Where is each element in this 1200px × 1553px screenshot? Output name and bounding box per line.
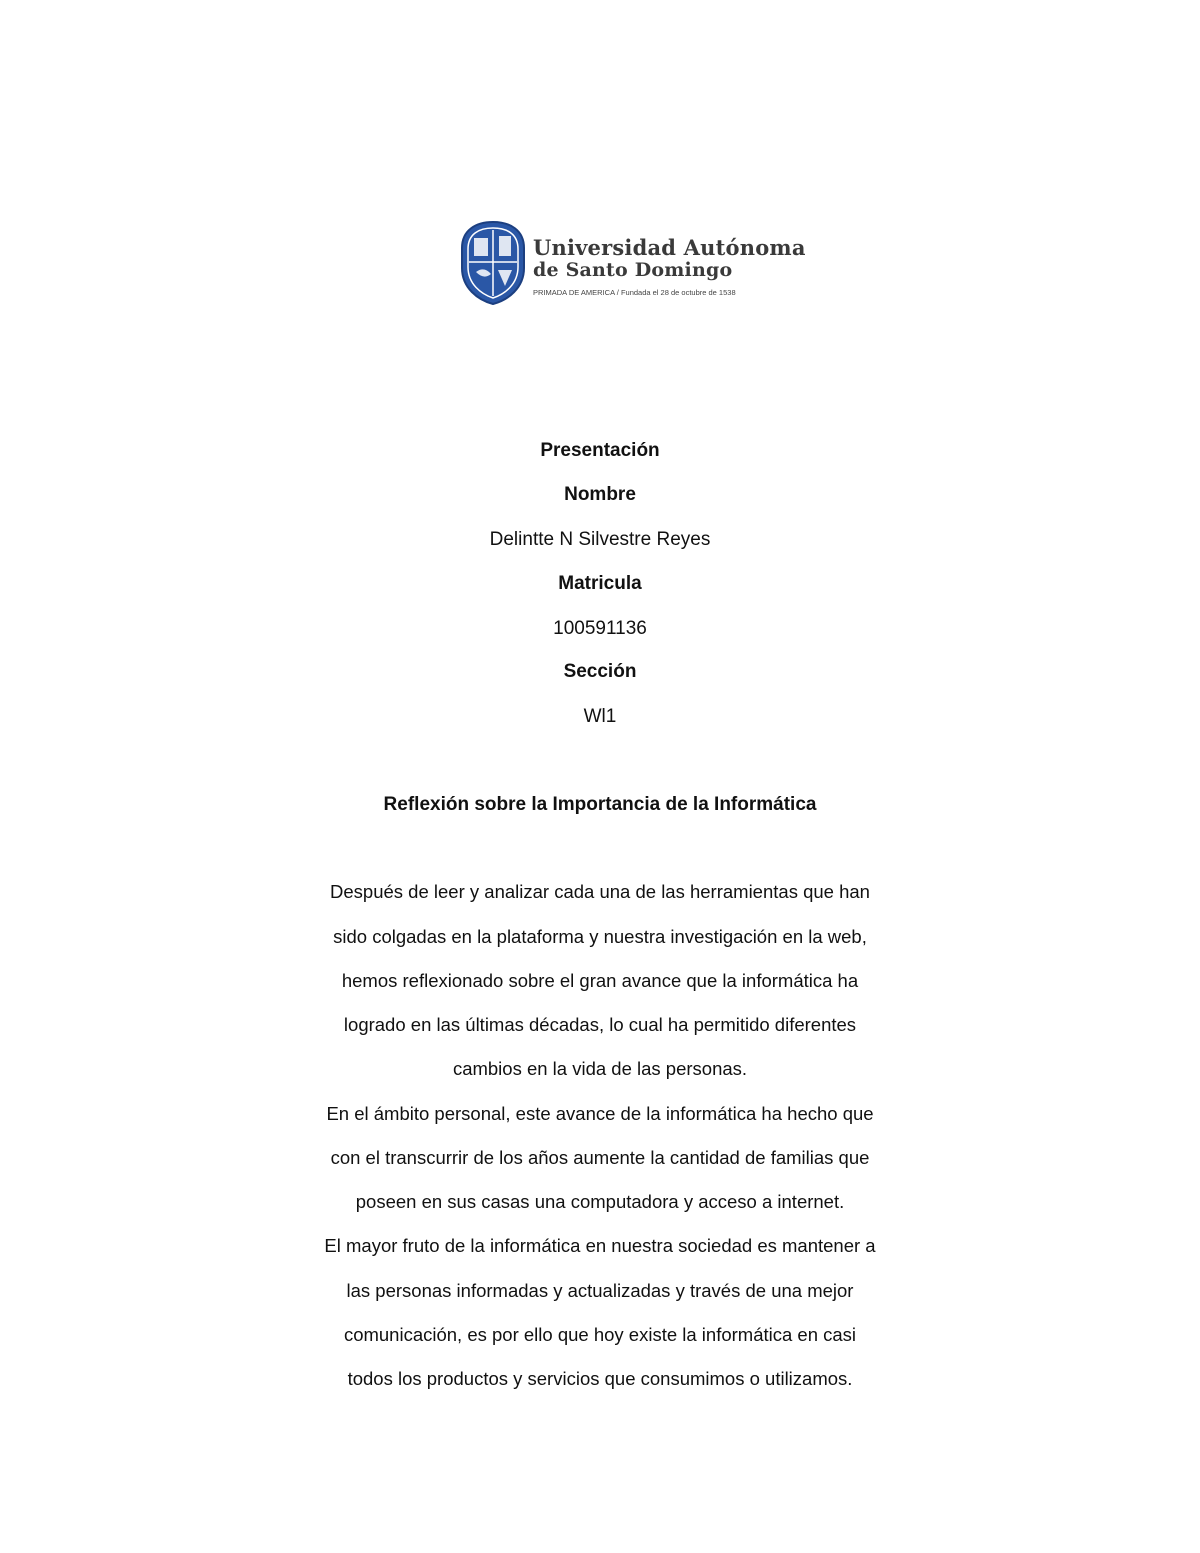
cover-matricula-value: 100591136 [553, 618, 647, 639]
essay-line: sido colgadas en la plataforma y nuestra investigación en la web, [333, 926, 867, 947]
essay-line: todos los productos y servicios que consumimos o utilizamos. [347, 1368, 853, 1389]
essay-line: hemos reflexionado sobre el gran avance que la informática ha [341, 970, 859, 991]
university-seal-icon [458, 220, 528, 306]
cover-matricula-label: Matricula [558, 573, 642, 594]
essay-line: Después de leer y analizar cada una de las herramientas que han [330, 881, 870, 902]
essay-title: Reflexión sobre la Importancia de la Informática [383, 794, 817, 815]
cover-nombre-value: Delintte N Silvestre Reyes [489, 529, 711, 550]
cover-presentacion: Presentación [540, 440, 660, 461]
essay-line: El mayor fruto de la informática en nuestra sociedad es mantener a [324, 1235, 876, 1256]
cover-nombre-label: Nombre [564, 484, 636, 505]
university-logo [458, 220, 806, 308]
essay-line: comunicación, es por ello que hoy existe la informática en casi [343, 1324, 857, 1345]
cover-seccion-label: Sección [563, 661, 637, 682]
essay-line: con el transcurrir de los años aumente la cantidad de familias que [330, 1147, 870, 1168]
essay-line: las personas informadas y actualizadas y través de una mejor [346, 1280, 854, 1301]
essay-line: En el ámbito personal, este avance de la informática ha hecho que [326, 1103, 874, 1124]
university-motto: PRIMADA DE AMERICA / Fundada el 28 de octubre de 1538 [533, 288, 736, 297]
university-name-line1: Universidad Autónoma [533, 235, 806, 260]
university-name [533, 236, 806, 282]
essay-line: cambios en la vida de las personas. [452, 1058, 748, 1079]
cover-seccion-value: Wl1 [583, 706, 617, 727]
essay-line: poseen en sus casas una computadora y acceso a internet. [355, 1191, 845, 1212]
university-name-line2: de Santo Domingo [533, 259, 733, 281]
essay-line: logrado en las últimas décadas, lo cual ha permitido diferentes [343, 1014, 857, 1035]
